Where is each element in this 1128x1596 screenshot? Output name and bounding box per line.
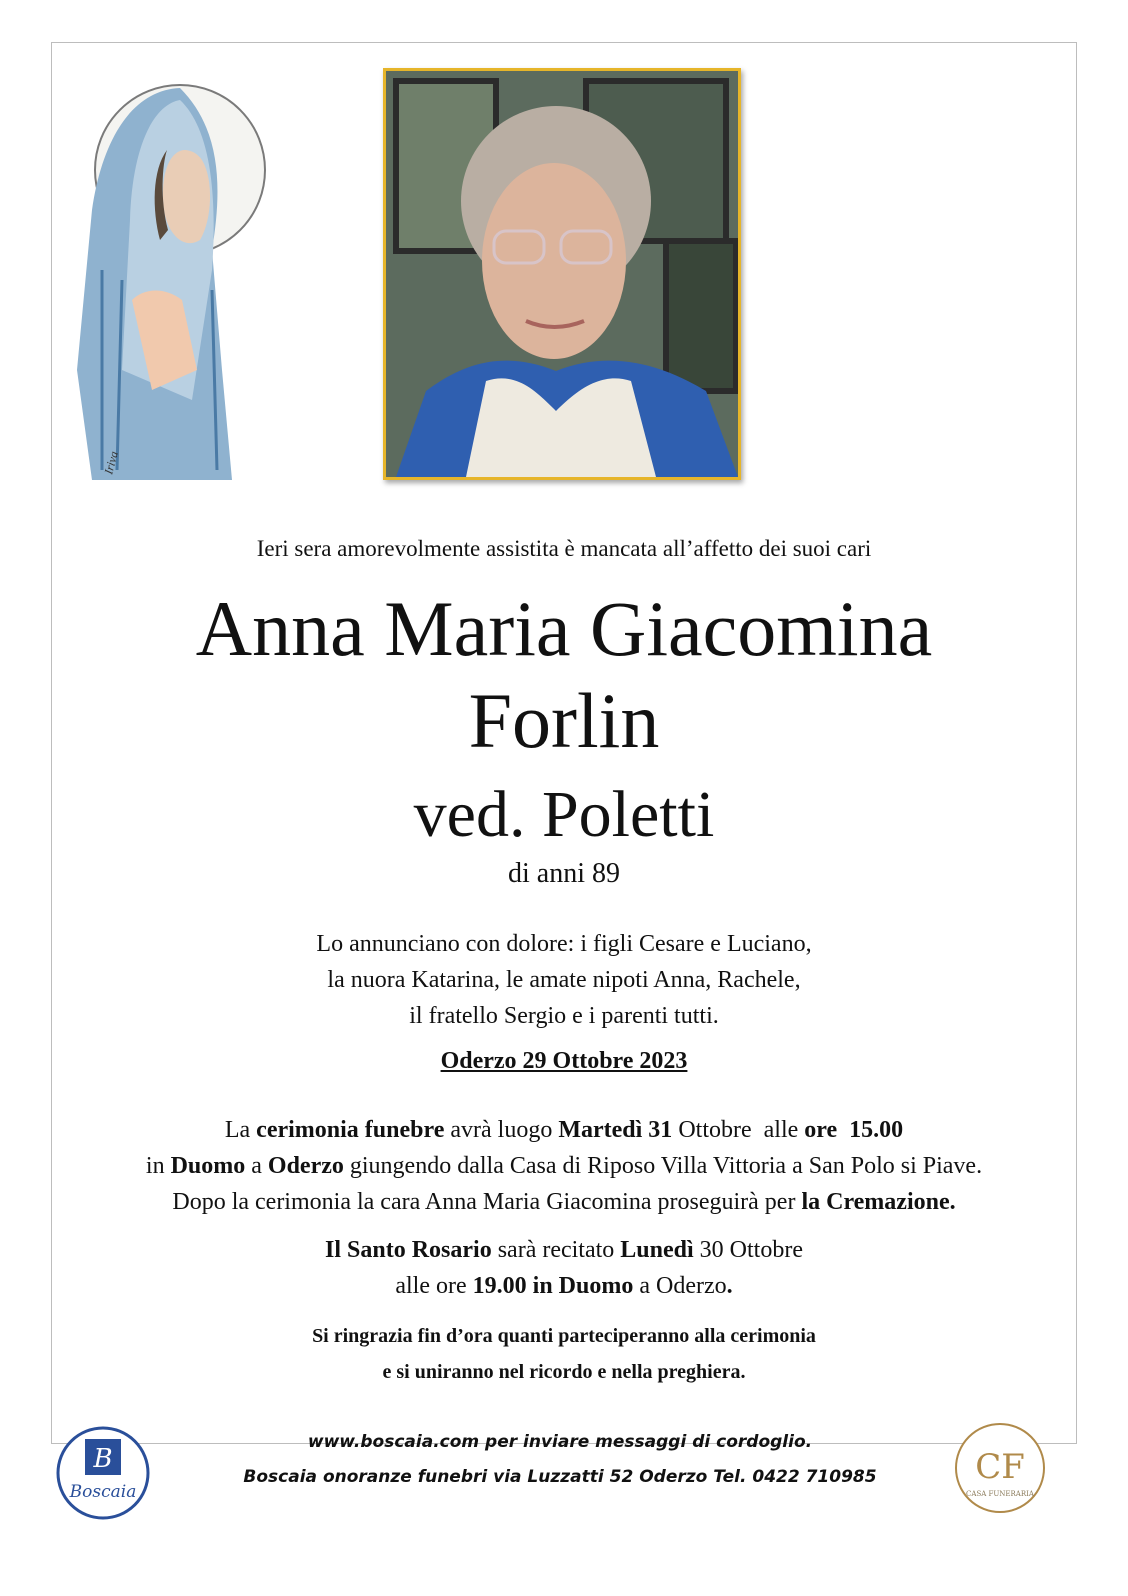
casa-funeraria-letters: CF: [975, 1447, 1025, 1487]
deceased-married-name: ved. Poletti: [413, 778, 715, 851]
intro-text: Ieri sera amorevolmente assistita è mancata all’affetto dei suoi cari: [256, 536, 872, 561]
boscaia-logo: [55, 1425, 151, 1521]
casa-funeraria-logo: [952, 1420, 1048, 1516]
rosary-line: Il Santo Rosario sarà recitato Lunedì 30 Ottobre: [325, 1237, 803, 1263]
footer-address: Boscaia onoranze funebri via Luzzatti 52 Oderzo Tel. 0422 710985: [243, 1467, 877, 1487]
place-date: Oderzo 29 Ottobre 2023: [440, 1048, 688, 1074]
thanks-block: [51, 1318, 1077, 1390]
ceremony-line: Dopo la cerimonia la cara Anna Maria Giacomina proseguirà per la Cremazione.: [172, 1189, 956, 1215]
madonna-illustration: [72, 70, 287, 490]
announcement-block: [51, 926, 1077, 1034]
announce-line: Lo annunciano con dolore: i figli Cesare e Luciano,: [316, 931, 812, 957]
boscaia-logo-letter: B: [93, 1444, 113, 1474]
deceased-surname: Forlin: [468, 677, 660, 764]
deceased-age: di anni 89: [508, 858, 620, 889]
thanks-line: Si ringrazia fin d’ora quanti parteciperanno alla cerimonia: [312, 1325, 816, 1347]
rosary-block: [51, 1232, 1077, 1304]
boscaia-logo-text: Boscaia: [69, 1482, 137, 1502]
ceremony-line: La cerimonia funebre avrà luogo Martedì 31 Ottobre alle ore 15.00: [224, 1117, 904, 1143]
ceremony-line: in Duomo a Oderzo giungendo dalla Casa di Riposo Villa Vittoria a San Polo si Piave.: [145, 1153, 983, 1179]
deceased-name-first: Anna Maria Giacomina: [195, 585, 933, 672]
ceremony-block: [51, 1112, 1077, 1220]
announce-line: il fratello Sergio e i parenti tutti.: [409, 1003, 719, 1029]
thanks-line: e si uniranno nel ricordo e nella preghiera.: [382, 1361, 746, 1383]
portrait-photo: [383, 68, 741, 480]
rosary-line: alle ore 19.00 in Duomo a Oderzo.: [395, 1273, 733, 1299]
footer-website: www.boscaia.com per inviare messaggi di cordoglio.: [307, 1432, 813, 1452]
announce-line: la nuora Katarina, le amate nipoti Anna, Rachele,: [327, 967, 801, 993]
casa-funeraria-text: CASA FUNERARIA: [966, 1490, 1034, 1498]
madonna-signature: Iriva: [101, 449, 121, 476]
